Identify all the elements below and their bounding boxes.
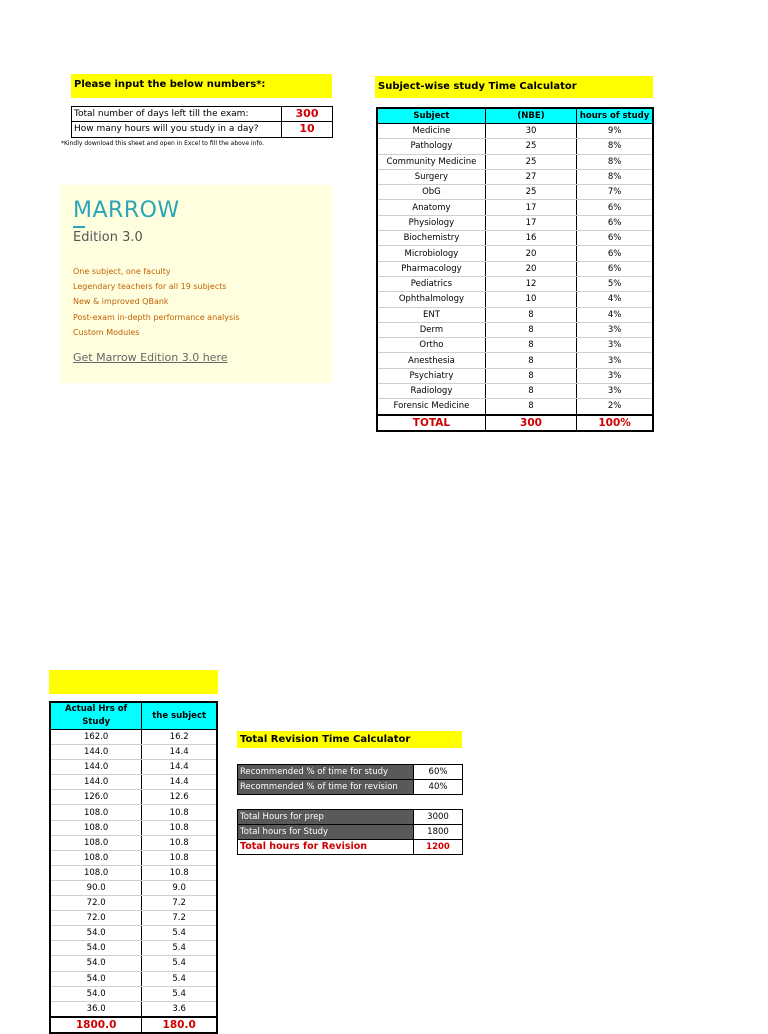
subject-table-row (377, 399, 653, 415)
subject-table-row (377, 338, 653, 353)
subject-hours-cell: 5.4 (142, 941, 217, 956)
subject-cell: Forensic Medicine (377, 399, 485, 415)
nbe-cell: 8 (485, 368, 576, 383)
subject-table-total-row (377, 415, 653, 431)
actual-hours-cell: 108.0 (50, 835, 142, 850)
days-left-row (72, 107, 333, 122)
nbe-cell: 17 (485, 215, 576, 230)
subject-table-row (377, 368, 653, 383)
subject-table-row (377, 154, 653, 169)
subject-cell: Community Medicine (377, 154, 485, 169)
subject-table-row (377, 384, 653, 399)
hours-percent-cell: 3% (577, 322, 653, 337)
subject-table-row (377, 261, 653, 276)
subject-table-row (377, 292, 653, 307)
subject-table-body (377, 124, 653, 431)
total-revision-label: Total hours for Revision (238, 840, 414, 855)
subject-table-header-row (377, 108, 653, 124)
totals-table (237, 809, 463, 855)
actual-hours-cell: 162.0 (50, 730, 142, 745)
hours-table-row (50, 865, 217, 880)
revision-section-title: Total Revision Time Calculator (240, 734, 411, 745)
actual-hours-cell: 108.0 (50, 820, 142, 835)
revision-section-header (237, 731, 462, 748)
hours-table-row (50, 880, 217, 895)
nbe-cell: 8 (485, 353, 576, 368)
subject-hours-cell: 5.4 (142, 986, 217, 1001)
subject-hours-cell: 10.8 (142, 805, 217, 820)
hours-percent-cell: 5% (577, 276, 653, 291)
nbe-cell: 25 (485, 185, 576, 200)
subject-table-row (377, 124, 653, 139)
subject-table-row (377, 200, 653, 215)
subject-section-header (375, 76, 653, 98)
column-header-hours-of-study: hours of study (577, 108, 653, 124)
hours-table-row (50, 911, 217, 926)
subject-table-row (377, 231, 653, 246)
recommended-study-row (238, 765, 463, 780)
input-section-title: Please input the below numbers*: (74, 79, 266, 90)
actual-hours-cell: 108.0 (50, 850, 142, 865)
column-header-the-subject: the subject (142, 702, 217, 730)
hours-table-row (50, 1001, 217, 1017)
total-prep-value: 3000 (414, 810, 463, 825)
marrow-logo: MARROW (73, 198, 180, 223)
nbe-cell: 25 (485, 154, 576, 169)
total-study-value: 1800 (414, 825, 463, 840)
actual-hours-cell: 72.0 (50, 896, 142, 911)
subject-hours-cell: 9.0 (142, 880, 217, 895)
subject-cell: Radiology (377, 384, 485, 399)
nbe-cell: 20 (485, 261, 576, 276)
subject-hours-cell: 10.8 (142, 835, 217, 850)
subject-hours-cell: 5.4 (142, 956, 217, 971)
nbe-cell: 8 (485, 399, 576, 415)
total-study-row (238, 825, 463, 840)
actual-hours-cell: 54.0 (50, 926, 142, 941)
marrow-feature: One subject, one faculty (73, 267, 171, 276)
hours-percent-cell: 8% (577, 169, 653, 184)
subject-table-row (377, 307, 653, 322)
input-note: *Kindly download this sheet and open in Excel to fill the above info. (61, 140, 265, 147)
subject-hours-cell: 14.4 (142, 760, 217, 775)
actual-hours-cell: 54.0 (50, 986, 142, 1001)
recommended-study-label: Recommended % of time for study (238, 765, 414, 780)
subject-hours-cell: 7.2 (142, 896, 217, 911)
total-study-label: Total hours for Study (238, 825, 414, 840)
nbe-cell: 8 (485, 338, 576, 353)
hours-table-row (50, 805, 217, 820)
marrow-logo-underline (73, 226, 85, 228)
nbe-cell: 27 (485, 169, 576, 184)
hours-table-total-row (50, 1017, 217, 1033)
total-prep-row (238, 810, 463, 825)
hours-per-day-input[interactable]: 10 (282, 122, 333, 137)
subject-cell: Derm (377, 322, 485, 337)
marrow-feature: Custom Modules (73, 327, 140, 337)
actual-hours-cell: 144.0 (50, 760, 142, 775)
days-left-input[interactable]: 300 (282, 107, 333, 122)
actual-hours-cell: 54.0 (50, 941, 142, 956)
recommended-revision-label: Recommended % of time for revision (238, 780, 414, 795)
subject-hours-cell: 12.6 (142, 790, 217, 805)
hours-percent-cell: 9% (577, 124, 653, 139)
hours-table-row (50, 745, 217, 760)
nbe-cell-total: 300 (485, 415, 576, 431)
nbe-cell: 17 (485, 200, 576, 215)
subject-hours-cell: 14.4 (142, 745, 217, 760)
subject-cell: Pathology (377, 139, 485, 154)
subject-cell-total: TOTAL (377, 415, 485, 431)
recommended-revision-row (238, 780, 463, 795)
subject-cell: Psychiatry (377, 368, 485, 383)
hours-percent-cell: 6% (577, 200, 653, 215)
days-left-label: Total number of days left till the exam: (72, 107, 282, 122)
subject-hours-cell: 16.2 (142, 730, 217, 745)
actual-hours-cell: 126.0 (50, 790, 142, 805)
subject-table-row (377, 215, 653, 230)
hours-table-row (50, 941, 217, 956)
hours-percent-cell: 4% (577, 292, 653, 307)
actual-hours-cell: 54.0 (50, 956, 142, 971)
subject-hours-cell: 10.8 (142, 865, 217, 880)
hours-percent-cell: 3% (577, 353, 653, 368)
column-header-nbe: (NBE) (485, 108, 576, 124)
input-table (71, 106, 333, 138)
input-section-header (71, 74, 332, 98)
subject-cell: Anesthesia (377, 353, 485, 368)
nbe-cell: 10 (485, 292, 576, 307)
subject-cell: Pharmacology (377, 261, 485, 276)
hours-percent-cell: 7% (577, 185, 653, 200)
subject-table (376, 107, 654, 432)
hours-percent-cell: 3% (577, 384, 653, 399)
subject-table-row (377, 139, 653, 154)
hours-table-row (50, 730, 217, 745)
hours-percent-cell: 3% (577, 368, 653, 383)
subject-hours-cell: 3.6 (142, 1001, 217, 1017)
hours-section-header (49, 670, 218, 694)
nbe-cell: 30 (485, 124, 576, 139)
total-prep-label: Total Hours for prep (238, 810, 414, 825)
subject-cell: ENT (377, 307, 485, 322)
subject-cell: Pediatrics (377, 276, 485, 291)
hours-table-row (50, 850, 217, 865)
marrow-feature: Post-exam in-depth performance analysis (73, 312, 240, 322)
hours-percent-cell: 6% (577, 215, 653, 230)
subject-hours-cell: 10.8 (142, 850, 217, 865)
total-revision-value: 1200 (414, 840, 463, 855)
subject-table-row (377, 246, 653, 261)
subject-cell: Physiology (377, 215, 485, 230)
recommended-revision-value: 40% (414, 780, 463, 795)
subject-table-row (377, 276, 653, 291)
actual-hours-cell: 54.0 (50, 971, 142, 986)
subject-cell: Microbiology (377, 246, 485, 261)
hours-percent-cell: 8% (577, 139, 653, 154)
hours-table-row (50, 926, 217, 941)
subject-table-row (377, 353, 653, 368)
recommended-table (237, 764, 463, 795)
column-header-actual-hours: Actual Hrs of Study (50, 702, 142, 730)
hours-percent-cell: 6% (577, 246, 653, 261)
get-marrow-link[interactable]: Get Marrow Edition 3.0 here (73, 351, 228, 364)
marrow-edition: Edition 3.0 (73, 230, 143, 245)
hours-per-day-row (72, 122, 333, 137)
recommended-study-value: 60% (414, 765, 463, 780)
hours-percent-cell: 6% (577, 261, 653, 276)
hours-table (49, 701, 218, 1034)
nbe-cell: 8 (485, 384, 576, 399)
hours-table-row (50, 760, 217, 775)
subject-cell: Ortho (377, 338, 485, 353)
hours-percent-cell-total: 100% (577, 415, 653, 431)
hours-table-row (50, 971, 217, 986)
subject-hours-cell: 7.2 (142, 911, 217, 926)
subject-section-title: Subject-wise study Time Calculator (378, 81, 577, 92)
subject-hours-cell: 5.4 (142, 926, 217, 941)
subject-table-row (377, 169, 653, 184)
nbe-cell: 25 (485, 139, 576, 154)
nbe-cell: 12 (485, 276, 576, 291)
hours-percent-cell: 4% (577, 307, 653, 322)
hours-table-row (50, 820, 217, 835)
hours-per-day-label: How many hours will you study in a day? (72, 122, 282, 137)
subject-cell: Biochemistry (377, 231, 485, 246)
hours-table-row (50, 835, 217, 850)
subject-cell: Surgery (377, 169, 485, 184)
hours-percent-cell: 6% (577, 231, 653, 246)
hours-table-header-row (50, 702, 217, 730)
marrow-feature: Legendary teachers for all 19 subjects (73, 282, 227, 292)
actual-hours-cell: 72.0 (50, 911, 142, 926)
hours-table-body (50, 730, 217, 1033)
nbe-cell: 20 (485, 246, 576, 261)
nbe-cell: 8 (485, 307, 576, 322)
hours-percent-cell: 2% (577, 399, 653, 415)
marrow-feature: New & improved QBank (73, 297, 169, 307)
subject-hours-cell: 5.4 (142, 971, 217, 986)
subject-hours-cell-total: 180.0 (142, 1017, 217, 1033)
subject-cell: ObG (377, 185, 485, 200)
total-revision-row (238, 840, 463, 855)
actual-hours-cell-total: 1800.0 (50, 1017, 142, 1033)
hours-table-row (50, 896, 217, 911)
actual-hours-cell: 90.0 (50, 880, 142, 895)
hours-percent-cell: 8% (577, 154, 653, 169)
hours-table-row (50, 775, 217, 790)
subject-table-row (377, 322, 653, 337)
subject-hours-cell: 10.8 (142, 820, 217, 835)
subject-cell: Anatomy (377, 200, 485, 215)
actual-hours-cell: 108.0 (50, 805, 142, 820)
column-header-subject: Subject (377, 108, 485, 124)
actual-hours-cell: 144.0 (50, 745, 142, 760)
actual-hours-cell: 108.0 (50, 865, 142, 880)
nbe-cell: 8 (485, 322, 576, 337)
hours-table-row (50, 790, 217, 805)
actual-hours-cell: 36.0 (50, 1001, 142, 1017)
subject-cell: Medicine (377, 124, 485, 139)
hours-percent-cell: 3% (577, 338, 653, 353)
actual-hours-cell: 144.0 (50, 775, 142, 790)
subject-table-row (377, 185, 653, 200)
marrow-promo-card (60, 185, 332, 383)
nbe-cell: 16 (485, 231, 576, 246)
marrow-feature-list (73, 264, 240, 340)
subject-hours-cell: 14.4 (142, 775, 217, 790)
hours-table-row (50, 986, 217, 1001)
subject-cell: Ophthalmology (377, 292, 485, 307)
hours-table-row (50, 956, 217, 971)
